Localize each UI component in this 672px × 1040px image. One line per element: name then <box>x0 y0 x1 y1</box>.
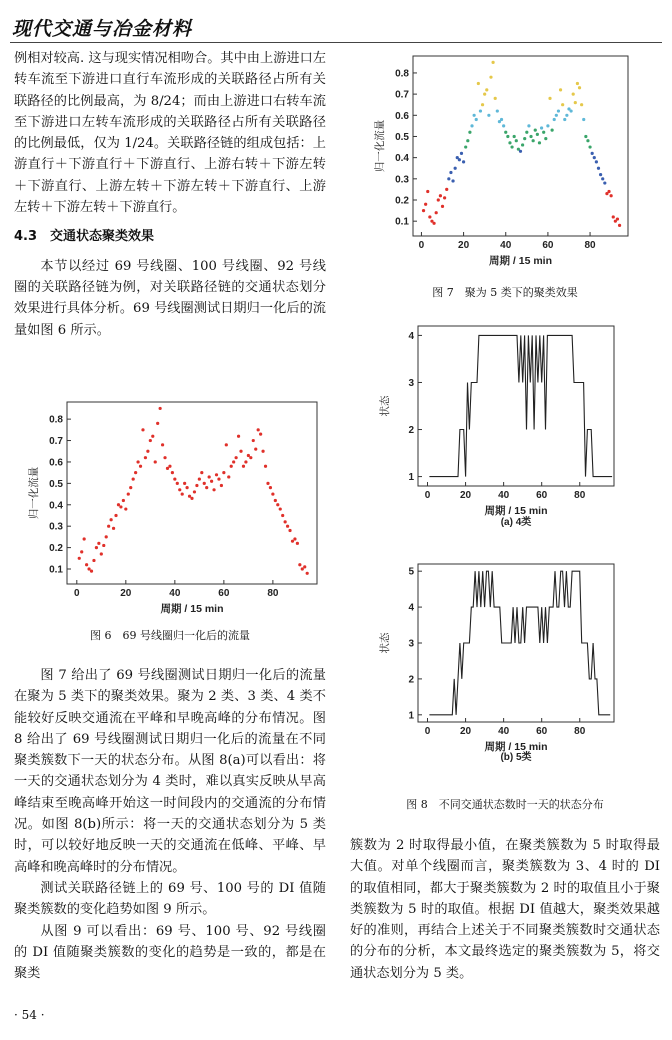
data-point <box>163 456 166 459</box>
data-point <box>534 129 537 132</box>
data-point <box>546 124 549 127</box>
data-point <box>510 145 513 148</box>
y-tick-label: 0.8 <box>395 68 409 80</box>
data-point <box>439 194 442 197</box>
data-point <box>584 135 587 138</box>
data-point <box>83 537 86 540</box>
data-point <box>449 171 452 174</box>
data-point <box>208 475 211 478</box>
journal-header <box>10 8 662 43</box>
x-axis-label: 周期 / 15 min <box>484 505 548 517</box>
data-point <box>426 190 429 193</box>
data-point <box>470 124 473 127</box>
data-point <box>464 145 467 148</box>
data-point <box>154 460 157 463</box>
data-point <box>599 173 602 176</box>
data-point <box>284 520 287 523</box>
data-point <box>139 465 142 468</box>
data-point <box>264 465 267 468</box>
y-tick-label: 0.4 <box>395 153 409 165</box>
data-point <box>504 131 507 134</box>
x-tick-label: 0 <box>424 490 431 501</box>
data-point <box>291 540 294 543</box>
y-axis-label: 状态 <box>379 395 391 417</box>
paragraph: 测试关联路径链上的 69 号、100 号的 DI 值随聚类簇数的变化趋势如图 9 所示。 <box>14 880 326 918</box>
data-point <box>119 505 122 508</box>
data-point <box>536 133 539 136</box>
data-point <box>553 118 556 121</box>
data-point <box>593 156 596 159</box>
data-point <box>87 567 90 570</box>
data-point <box>491 61 494 64</box>
data-point <box>580 103 583 106</box>
data-point <box>151 435 154 438</box>
x-axis-label: 周期 / 15 min <box>488 255 553 267</box>
data-point <box>529 135 532 138</box>
data-point <box>483 93 486 96</box>
data-point <box>129 486 132 489</box>
data-point <box>298 563 301 566</box>
data-point <box>85 563 88 566</box>
left-column-top <box>14 48 326 341</box>
data-point <box>473 114 476 117</box>
y-tick-label: 0.4 <box>49 500 63 512</box>
data-point <box>538 141 541 144</box>
data-point <box>252 439 255 442</box>
data-point <box>276 503 279 506</box>
data-point <box>239 450 242 453</box>
data-point <box>220 484 223 487</box>
data-point <box>134 471 137 474</box>
data-point <box>540 126 543 129</box>
data-point <box>561 103 564 106</box>
data-point <box>532 139 535 142</box>
data-point <box>281 514 284 517</box>
y-tick-label: 1 <box>408 472 414 484</box>
data-point <box>451 179 454 182</box>
y-tick-label: 1 <box>408 710 414 722</box>
y-tick-label: 4 <box>408 330 414 342</box>
data-point <box>523 137 526 140</box>
x-tick-label: 0 <box>424 726 431 737</box>
y-tick-label: 0.3 <box>49 521 63 533</box>
data-point <box>555 114 558 117</box>
data-point <box>574 101 577 104</box>
data-point <box>203 482 206 485</box>
figure-7-cluster-scatter-chart <box>368 52 638 272</box>
data-point <box>515 139 518 142</box>
x-tick-label: 40 <box>500 240 512 251</box>
paragraph: 本节以经过 69 号线圈、100 号线圈、92 号线圈的关联路径链为例，对关联路径链的交通状态划分效果进行具体分析。69 号线圈测试日期归一化后的流量如图 6 所示。 <box>14 258 326 338</box>
x-tick-label: 20 <box>460 490 472 501</box>
data-point <box>428 215 431 218</box>
x-tick-label: 80 <box>584 240 596 251</box>
paragraph: 例相对较高. 这与现实情况相吻合。其中由上游进口左转车流至下游进口直行车流形成的关联路径占所有关联路径的比例最高，为 8/24；而由上游进口右转车流至下游进口左转车流形成的关联路径占所有关联路径的比例最低，仅为 1/24。关联路径链的组成包括：上游直行＋下游直行＋下游直行、上游右转＋下游左转＋下游直行、上游左转＋下游左转＋下游直行、上游左转＋下游左转＋下游直行。 <box>14 51 326 216</box>
data-point <box>559 88 562 91</box>
data-point <box>237 435 240 438</box>
data-point <box>92 559 95 562</box>
data-point <box>178 488 181 491</box>
y-tick-label: 0.7 <box>49 436 63 448</box>
data-point <box>188 495 191 498</box>
data-point <box>303 565 306 568</box>
data-point <box>489 76 492 79</box>
x-tick-label: 80 <box>574 490 586 501</box>
data-point <box>441 205 444 208</box>
data-point <box>217 477 220 480</box>
data-point <box>527 124 530 127</box>
data-point <box>454 167 457 170</box>
data-point <box>565 114 568 117</box>
data-point <box>279 507 282 510</box>
data-point <box>288 529 291 532</box>
data-point <box>487 114 490 117</box>
data-point <box>424 203 427 206</box>
y-tick-label: 3 <box>408 377 414 389</box>
y-tick-label: 2 <box>408 674 414 686</box>
x-axis-label: 周期 / 15 min <box>160 603 224 615</box>
right-column-text <box>350 835 660 984</box>
data-point <box>244 460 247 463</box>
data-point <box>198 477 201 480</box>
data-point <box>582 118 585 121</box>
data-point <box>286 525 289 528</box>
data-point <box>563 118 566 121</box>
x-tick-label: 80 <box>574 726 586 737</box>
data-point <box>190 497 193 500</box>
data-point <box>269 486 272 489</box>
data-point <box>227 475 230 478</box>
data-point <box>97 542 100 545</box>
data-point <box>242 465 245 468</box>
left-column-bottom <box>14 665 326 984</box>
plot-frame <box>413 56 628 236</box>
x-tick-label: 20 <box>120 588 132 599</box>
data-point <box>432 222 435 225</box>
data-point <box>171 471 174 474</box>
x-tick-label: 0 <box>74 588 80 599</box>
data-point <box>249 456 252 459</box>
data-point <box>551 129 554 132</box>
x-tick-label: 80 <box>267 588 279 599</box>
data-point <box>616 217 619 220</box>
journal-title: 现代交通与冶金材料 <box>12 18 193 40</box>
figure-6-caption: 图 6 69 号线圈归一化后的流量 <box>90 629 250 642</box>
data-point <box>80 550 83 553</box>
data-point <box>195 484 198 487</box>
y-axis-label: 状态 <box>379 632 391 654</box>
data-point <box>458 158 461 161</box>
paragraph: 从图 9 可以看出：69 号、100 号、92 号线圈的 DI 值随聚类簇数的变化的趋势是一致的，都是在聚类 <box>14 923 326 982</box>
data-point <box>205 486 208 489</box>
data-point <box>181 492 184 495</box>
data-point <box>127 492 130 495</box>
data-point <box>591 152 594 155</box>
y-tick-label: 3 <box>408 638 414 650</box>
data-point <box>132 477 135 480</box>
data-point <box>508 141 511 144</box>
data-point <box>601 177 604 180</box>
x-tick-label: 60 <box>536 490 548 501</box>
data-point <box>124 507 127 510</box>
data-point <box>185 486 188 489</box>
y-tick-label: 4 <box>408 602 414 614</box>
data-point <box>159 407 162 410</box>
data-point <box>200 471 203 474</box>
data-point <box>212 488 215 491</box>
y-tick-label: 0.5 <box>395 131 409 143</box>
data-point <box>603 181 606 184</box>
data-point <box>548 97 551 100</box>
data-point <box>578 86 581 89</box>
data-point <box>215 473 218 476</box>
data-point <box>261 450 264 453</box>
data-point <box>95 546 98 549</box>
data-point <box>173 477 176 480</box>
data-point <box>610 194 613 197</box>
data-point <box>588 145 591 148</box>
data-point <box>612 215 615 218</box>
data-point <box>112 527 115 530</box>
paragraph: 图 7 给出了 69 号线圈测试日期归一化后的流量在聚为 5 类下的聚类效果。聚为 2 类、3 类、4 类不能较好反映交通流在平峰和早晚高峰的分布情况。图 8 给出了 69 号线圈测试日期归一化后的流量在不同聚类簇数下一天的状态分布。从图 8(a)可以看出：将一天的交通状态划分为 4 类时，难以真实反映从早高峰结束至晚高峰开始这一时间段内的交通流的分布情况。如图 8(b)所示：将一天的交通状态划分为 5 类时，可以较好地反映一天的交通流在低峰、平峰、早高峰和晚高峰时的分布情况。 <box>14 668 326 875</box>
data-point <box>274 499 277 502</box>
figure-8a-subcaption: (a) 4类 <box>500 517 532 528</box>
data-point <box>161 443 164 446</box>
data-point <box>485 88 488 91</box>
x-tick-label: 60 <box>218 588 230 599</box>
data-point <box>544 137 547 140</box>
y-tick-label: 0.5 <box>49 478 63 490</box>
y-tick-label: 0.2 <box>395 195 409 207</box>
data-point <box>210 480 213 483</box>
data-point <box>443 196 446 199</box>
y-tick-label: 0.1 <box>395 216 409 228</box>
data-point <box>435 211 438 214</box>
data-point <box>525 131 528 134</box>
data-point <box>156 422 159 425</box>
y-tick-label: 0.6 <box>49 457 63 469</box>
data-point <box>166 467 169 470</box>
y-tick-label: 5 <box>408 566 414 578</box>
x-axis-label: 周期 / 15 min <box>484 741 548 753</box>
data-point <box>542 131 545 134</box>
data-point <box>110 518 113 521</box>
y-tick-label: 0.3 <box>395 174 409 186</box>
data-point <box>301 567 304 570</box>
data-point <box>572 93 575 96</box>
data-point <box>519 150 522 153</box>
data-point <box>225 443 228 446</box>
data-point <box>422 209 425 212</box>
x-tick-label: 20 <box>458 240 470 251</box>
y-tick-label: 2 <box>408 425 414 437</box>
data-point <box>176 482 179 485</box>
data-point <box>230 465 233 468</box>
data-point <box>521 143 524 146</box>
x-tick-label: 0 <box>418 240 425 251</box>
figure-6-scatter-chart <box>12 398 332 618</box>
data-point <box>105 535 108 538</box>
data-point <box>235 456 238 459</box>
data-point <box>122 499 125 502</box>
data-point <box>462 160 465 163</box>
data-point <box>266 482 269 485</box>
paragraph: 簇数为 2 时取得最小值，在聚类簇数为 5 时取得最大值。对单个线圈而言，聚类簇数为 3、4 时的 DI 的取值相同，都大于聚类簇数为 2 时的取值且小于聚类簇数为 5 时的取值。根据 DI 值越大，聚类效果越好的准则，再结合上述关于不同聚类簇数时交通状态的分布的分析，本文最终选定的聚类簇数为 5，将交通状态划分为 5 类。 <box>350 838 660 981</box>
data-point <box>141 428 144 431</box>
data-point <box>475 118 478 121</box>
y-tick-label: 0.6 <box>395 110 409 122</box>
y-axis-label: 归一化流量 <box>374 119 386 173</box>
data-point <box>257 428 260 431</box>
data-point <box>247 454 250 457</box>
data-point <box>618 224 621 227</box>
data-point <box>466 139 469 142</box>
series-line <box>429 335 612 476</box>
data-point <box>146 450 149 453</box>
x-tick-label: 60 <box>542 240 554 251</box>
data-point <box>607 190 610 193</box>
data-point <box>259 433 262 436</box>
data-point <box>506 135 509 138</box>
data-point <box>149 439 152 442</box>
data-point <box>90 570 93 573</box>
y-tick-label: 0.1 <box>49 564 63 576</box>
figure-8b-subcaption: (b) 5类 <box>500 752 532 763</box>
figure-8b-line-chart <box>379 556 626 763</box>
data-point <box>107 525 110 528</box>
data-point <box>437 198 440 201</box>
data-point <box>502 124 505 127</box>
x-tick-label: 40 <box>498 726 510 737</box>
data-point <box>447 177 450 180</box>
data-point <box>193 490 196 493</box>
figure-8a-line-chart <box>379 320 626 528</box>
section-heading: 4.3 交通状态聚类效果 <box>14 229 155 245</box>
data-point <box>494 97 497 100</box>
x-tick-label: 40 <box>169 588 181 599</box>
data-point <box>136 460 139 463</box>
data-point <box>183 482 186 485</box>
plot-frame <box>67 402 317 584</box>
data-point <box>293 537 296 540</box>
x-tick-label: 60 <box>536 726 548 737</box>
y-tick-label: 0.7 <box>395 89 409 101</box>
data-point <box>468 131 471 134</box>
data-point <box>460 152 463 155</box>
data-point <box>557 109 560 112</box>
data-point <box>114 514 117 517</box>
data-point <box>254 448 257 451</box>
data-point <box>513 135 516 138</box>
data-point <box>595 160 598 163</box>
data-point <box>479 109 482 112</box>
x-tick-label: 20 <box>460 726 472 737</box>
series-line <box>429 571 610 715</box>
data-point <box>586 139 589 142</box>
y-tick-label: 0.2 <box>49 543 63 555</box>
data-point <box>144 456 147 459</box>
data-point <box>569 109 572 112</box>
data-point <box>117 503 120 506</box>
data-point <box>481 103 484 106</box>
data-point <box>500 118 503 121</box>
y-tick-label: 0.8 <box>49 414 63 426</box>
data-point <box>232 460 235 463</box>
figure-8-caption: 图 8 不同交通状态数时一天的状态分布 <box>406 798 604 811</box>
data-point <box>102 544 105 547</box>
data-point <box>576 82 579 85</box>
page-number: · 54 · <box>14 1008 45 1022</box>
data-point <box>271 492 274 495</box>
y-axis-label: 归一化流量 <box>28 466 40 520</box>
data-point <box>100 552 103 555</box>
data-point <box>306 572 309 575</box>
data-point <box>168 465 171 468</box>
figure-7-caption: 图 7 聚为 5 类下的聚类效果 <box>432 286 578 299</box>
data-point <box>445 188 448 191</box>
data-point <box>597 167 600 170</box>
data-point <box>477 82 480 85</box>
data-point <box>296 542 299 545</box>
data-point <box>78 557 81 560</box>
data-point <box>222 471 225 474</box>
data-point <box>496 109 499 112</box>
x-tick-label: 40 <box>498 490 510 501</box>
